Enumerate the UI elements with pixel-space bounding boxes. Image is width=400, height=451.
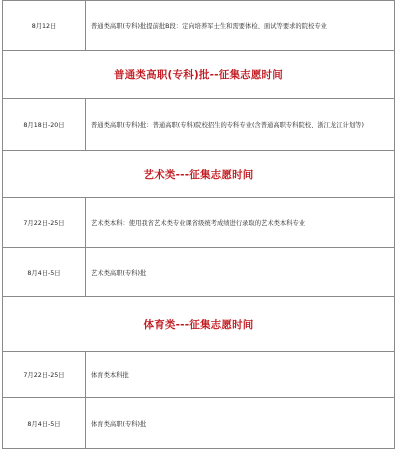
table-row — [2, 352, 395, 398]
section-header: 体育类---征集志愿时间 — [2, 297, 395, 352]
table-row — [2, 398, 395, 449]
table-row — [2, 99, 395, 151]
section-header: 普通类高职(专科)批--征集志愿时间 — [2, 51, 395, 99]
date-cell: 8月4日-5日 — [3, 248, 86, 296]
date-cell: 8月12日 — [3, 1, 86, 50]
date-cell: 7月22日-25日 — [3, 198, 86, 247]
table-row — [2, 0, 395, 51]
date-cell: 7月22日-25日 — [3, 352, 86, 397]
description-cell: 体育类本科批 — [91, 372, 129, 379]
description-cell: 普通类高职(专科)批提前批B段：定向培养军士生和需要体检、面试等要求的院校专业 — [91, 23, 327, 30]
date-cell: 8月4日-5日 — [3, 398, 86, 448]
table-row — [2, 248, 395, 297]
description-cell: 艺术类本科：使用我省艺术类专业课省级统考成绩进行录取的艺术类本科专业 — [91, 220, 306, 227]
table-row — [2, 198, 395, 248]
description-cell: 普通类高职(专科)批：普通高职(专科)院校招生的专科专业(含普通高职专科院校、浙江龙江计划等) — [91, 122, 364, 129]
admission-schedule-table — [2, 0, 395, 449]
description-cell: 艺术类高职(专科)批 — [91, 269, 147, 277]
description-cell: 体育类高职(专科)批 — [91, 420, 147, 428]
date-cell: 8月18日-20日 — [3, 99, 86, 150]
section-header: 艺术类---征集志愿时间 — [2, 151, 395, 198]
